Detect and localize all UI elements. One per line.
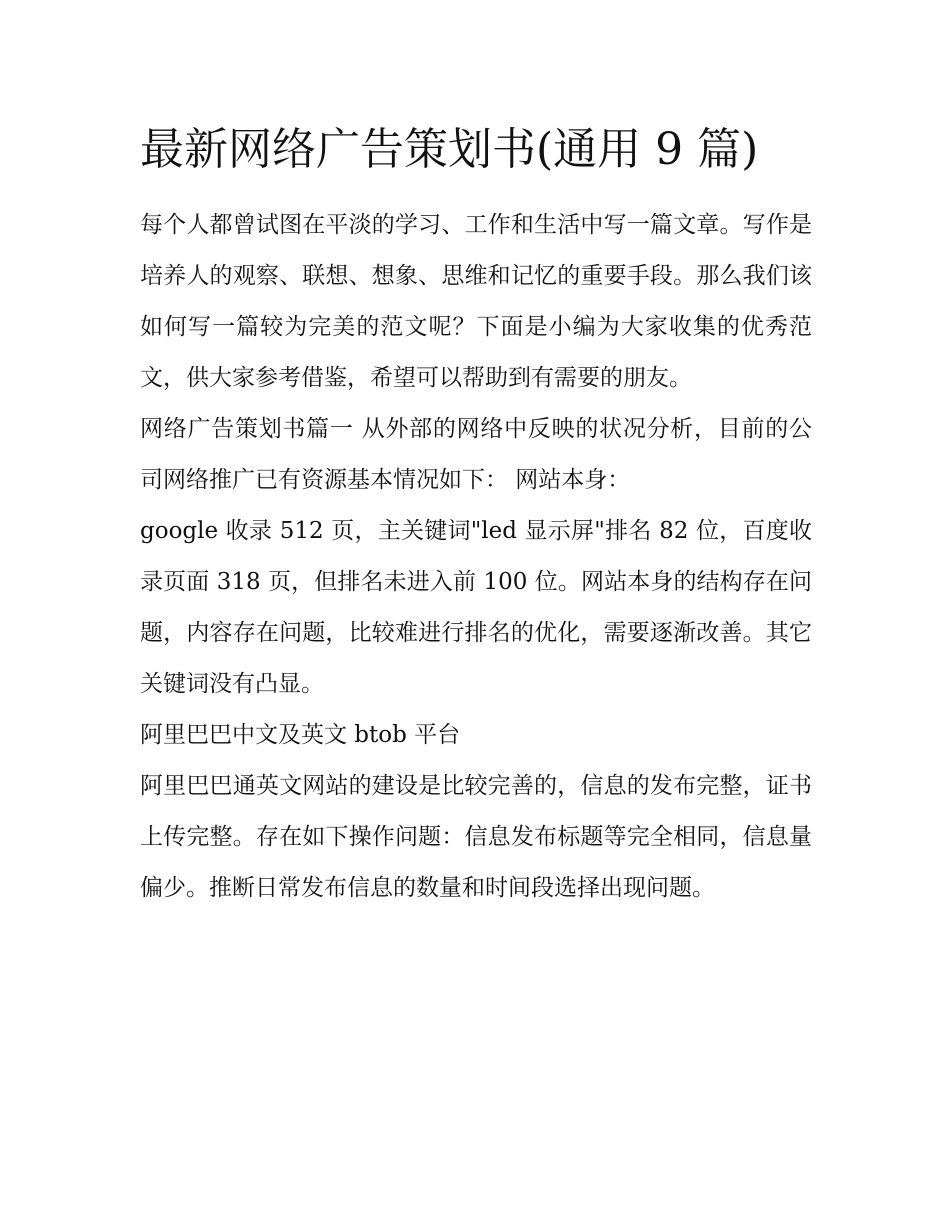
- paragraph-intro: 每个人都曾试图在平淡的学习、工作和生活中写一篇文章。写作是培养人的观察、联想、想象、思维和记忆的重要手段。那么我们该如何写一篇较为完美的范文呢？下面是小编为大家收集的优秀范文，供大家参考借鉴，希望可以帮助到有需要的朋友。: [140, 212, 812, 391]
- paragraph-section-one: 网络广告策划书篇一 从外部的网络中反映的状况分析，目前的公司网络推广已有资源基本情况如下： 网站本身：: [140, 416, 812, 493]
- paragraph-alibaba-heading: 阿里巴巴中文及英文 btob 平台: [140, 722, 461, 748]
- paragraph-google-stats: google 收录 512 页，主关键词"led 显示屏"排名 82 位，百度收录页面 318 页，但排名未进入前 100 位。网站本身的结构存在问题，内容存在问题，比较难进行排名的优化，需要逐渐改善。其它关键词没有凸显。: [140, 518, 812, 697]
- paragraph-alibaba-details: 阿里巴巴通英文网站的建设是比较完善的，信息的发布完整，证书上传完整。存在如下操作问题：信息发布标题等完全相同，信息量偏少。推断日常发布信息的数量和时间段选择出现问题。: [140, 773, 812, 901]
- page-title: 最新网络广告策划书(通用 9 篇): [140, 124, 759, 175]
- document-body: [140, 112, 812, 914]
